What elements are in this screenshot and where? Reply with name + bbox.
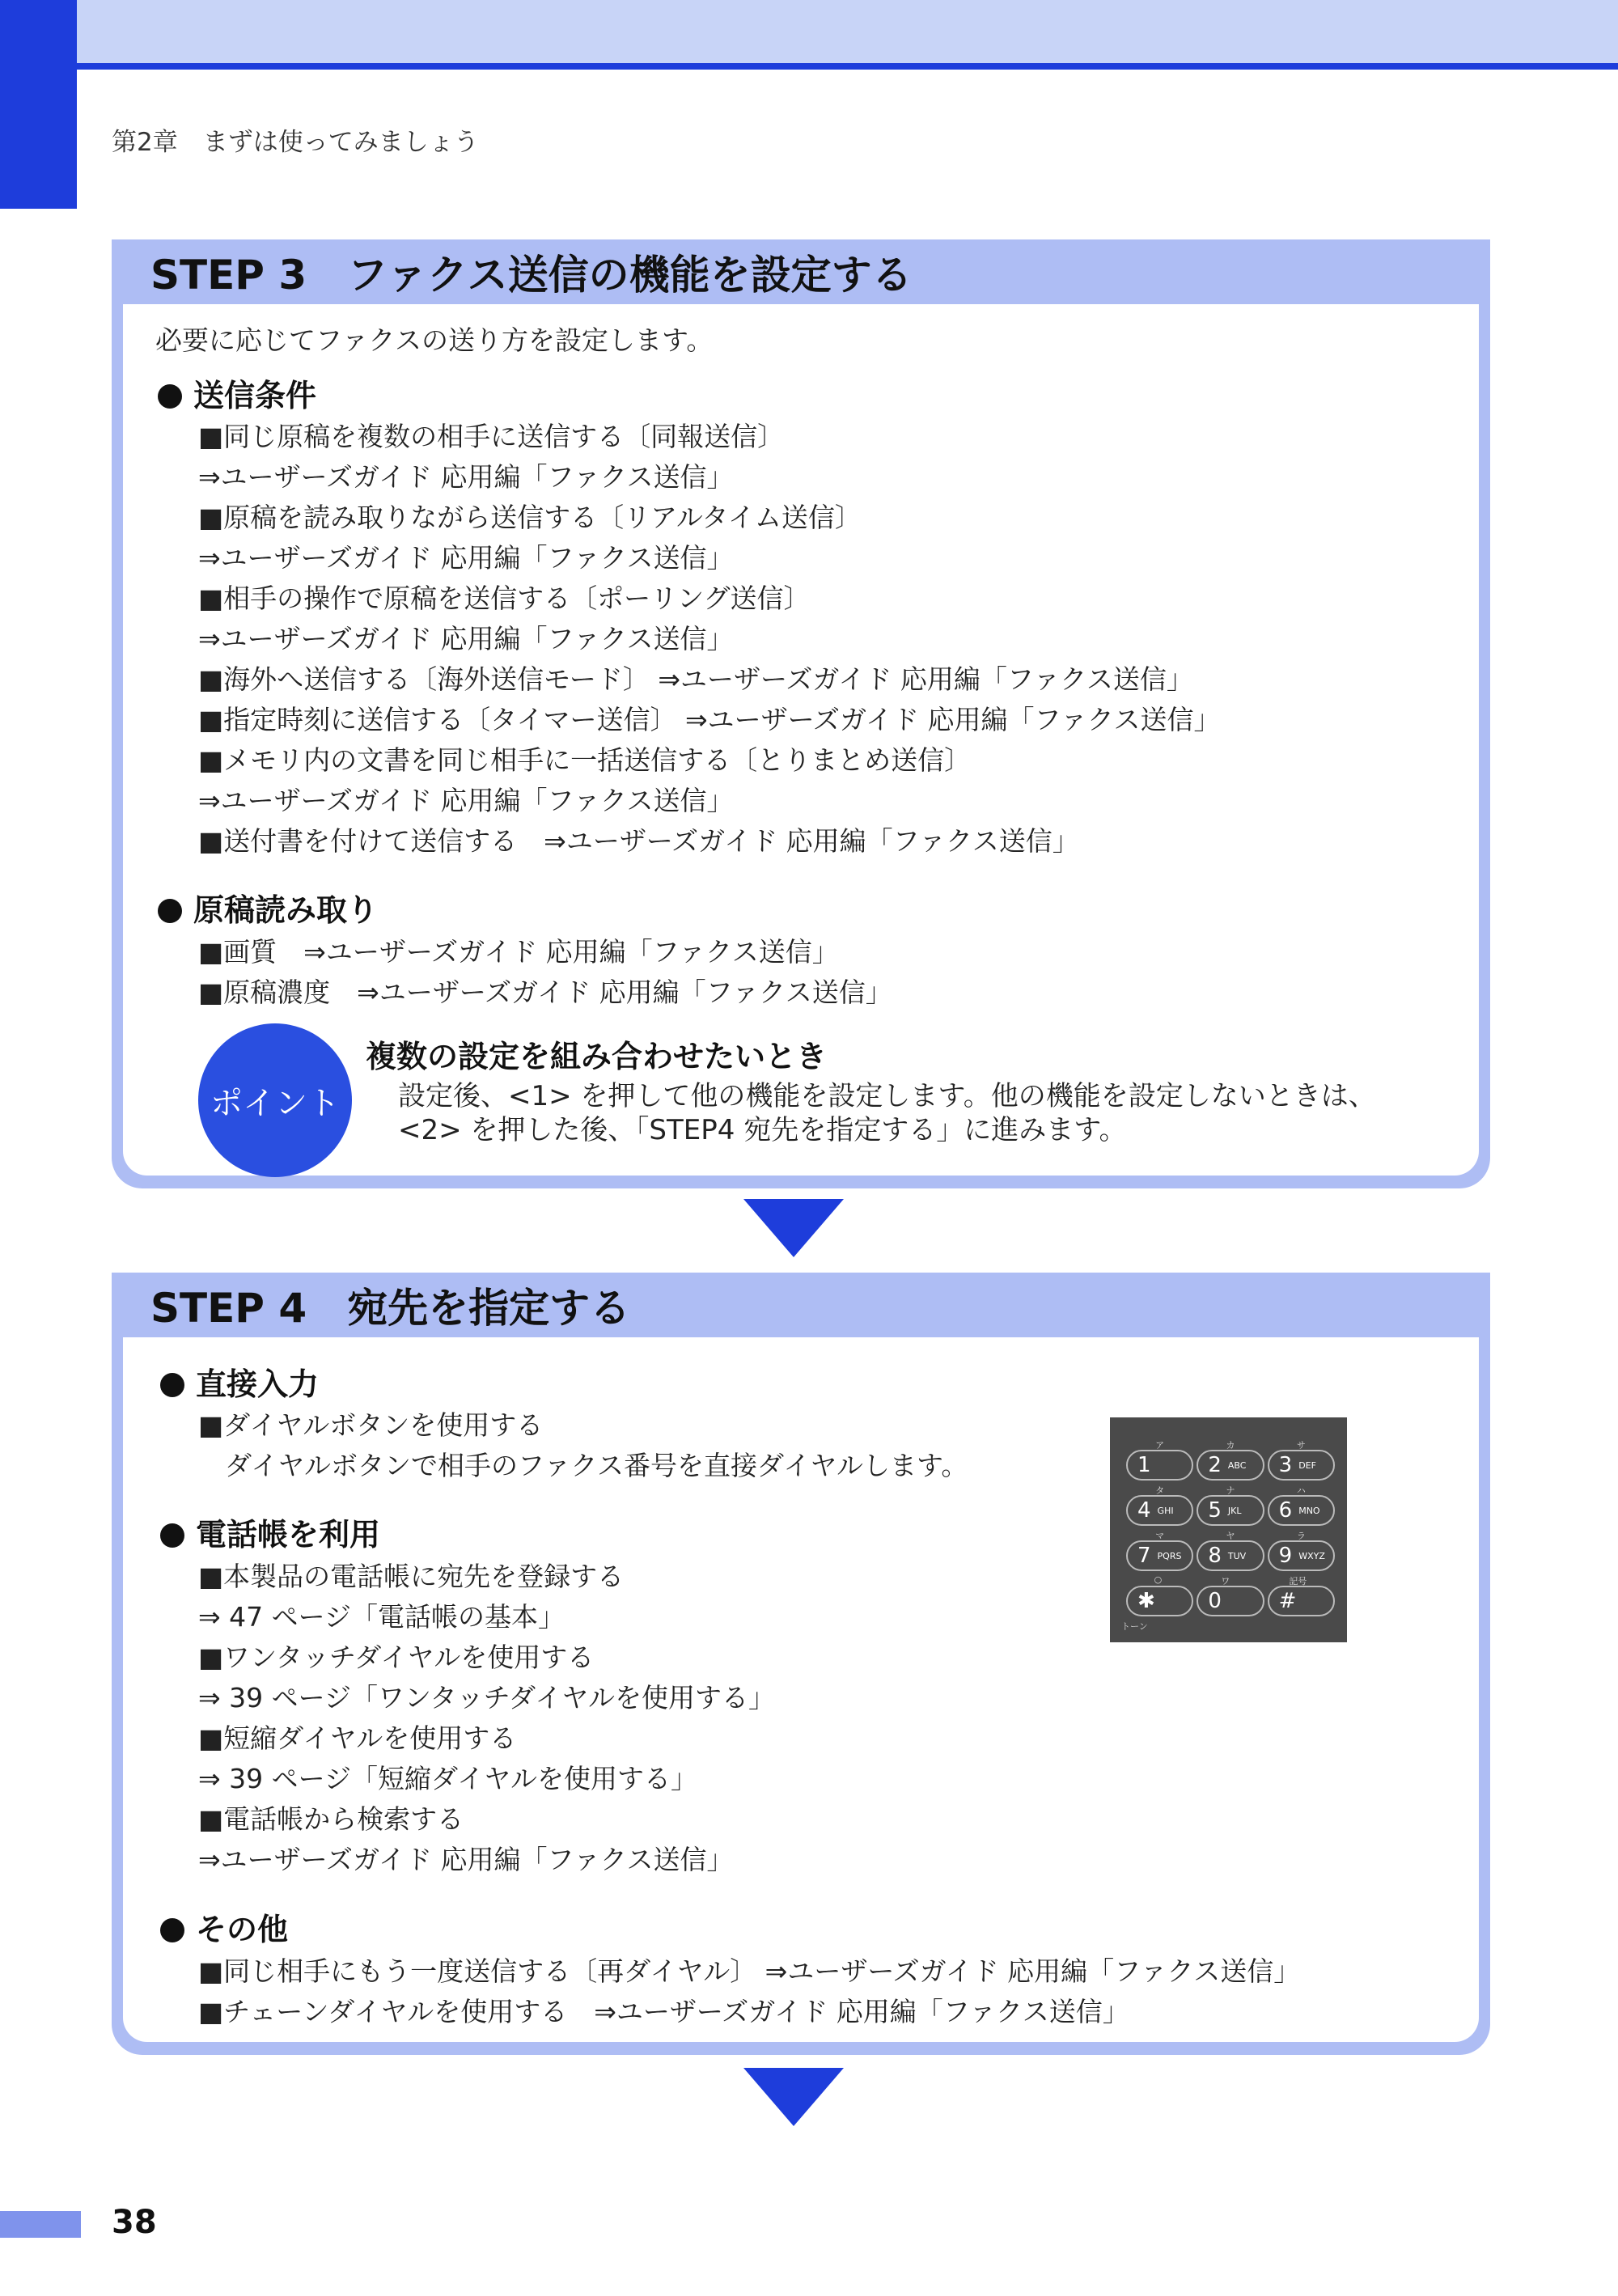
list-item: ■同じ相手にもう一度送信する〔再ダイヤル〕 ⇒ユーザーズガイド 応用編「ファクス送信」 bbox=[198, 1955, 1301, 1987]
key-8: 8 TUV bbox=[1197, 1540, 1264, 1571]
keypad-sublabels: ○ ワ 記号 bbox=[1154, 1574, 1307, 1586]
list-item: ⇒ユーザーズガイド 応用編「ファクス送信」 bbox=[198, 1844, 734, 1875]
keypad-sublabels: マ ヤ ラ bbox=[1155, 1531, 1306, 1541]
keypad-row bbox=[1125, 1495, 1336, 1526]
bullet-icon bbox=[160, 1523, 184, 1548]
header-rule bbox=[0, 63, 1618, 70]
dial-keypad-image bbox=[1110, 1417, 1347, 1642]
chapter-title: 第2章 まずは使ってみましょう bbox=[112, 128, 479, 157]
list-item: ⇒ 39 ページ「短縮ダイヤルを使用する」 bbox=[198, 1763, 697, 1794]
keypad-sublabels: タ ナ ハ bbox=[1155, 1485, 1306, 1496]
list-item: ⇒ 39 ページ「ワンタッチダイヤルを使用する」 bbox=[198, 1682, 776, 1714]
key-4: 4 GHI bbox=[1126, 1495, 1193, 1526]
key-1: 1 bbox=[1126, 1450, 1193, 1481]
step3-section-heading: 送信条件 bbox=[158, 371, 316, 415]
point-text: 設定後、<1> を押して他の機能を設定します。他の機能を設定しないときは、 bbox=[398, 1080, 1376, 1112]
point-text: <2> を押した後、「STEP4 宛先を指定する」に進みます。 bbox=[398, 1114, 1127, 1146]
key-5: 5 JKL bbox=[1197, 1495, 1264, 1526]
list-item: ■チェーンダイヤルを使用する ⇒ユーザーズガイド 応用編「ファクス送信」 bbox=[198, 1996, 1129, 2027]
key-7: 7 PQRS bbox=[1126, 1540, 1193, 1571]
keypad-row bbox=[1125, 1450, 1336, 1481]
list-item: ■画質 ⇒ユーザーズガイド 応用編「ファクス送信」 bbox=[198, 936, 839, 968]
down-arrow-icon bbox=[743, 1199, 844, 1257]
list-item: ⇒ユーザーズガイド 応用編「ファクス送信」 bbox=[198, 461, 734, 493]
key-0: 0 bbox=[1197, 1586, 1264, 1616]
list-item: ■海外へ送信する〔海外送信モード〕 ⇒ユーザーズガイド 応用編「ファクス送信」 bbox=[198, 663, 1193, 695]
list-item: ■短縮ダイヤルを使用する bbox=[198, 1722, 517, 1754]
page-number: 38 bbox=[112, 2204, 157, 2241]
step4-section-heading: その他 bbox=[160, 1904, 288, 1949]
list-item: ⇒ 47 ページ「電話帳の基本」 bbox=[198, 1601, 565, 1633]
step4-title: STEP 4 宛先を指定する bbox=[112, 1273, 1490, 1337]
list-item: ■相手の操作で原稿を送信する〔ポーリング送信〕 bbox=[198, 582, 811, 614]
list-item: ■ワンタッチダイヤルを使用する bbox=[198, 1642, 595, 1673]
point-title: 複数の設定を組み合わせたいとき bbox=[366, 1039, 828, 1074]
list-item: ⇒ユーザーズガイド 応用編「ファクス送信」 bbox=[198, 623, 734, 654]
tone-label: トーン bbox=[1121, 1621, 1148, 1632]
bullet-icon bbox=[158, 384, 182, 409]
list-item: ■指定時刻に送信する〔タイマー送信〕 ⇒ユーザーズガイド 応用編「ファクス送信」 bbox=[198, 704, 1221, 735]
list-item: ⇒ユーザーズガイド 応用編「ファクス送信」 bbox=[198, 542, 734, 574]
point-badge: ポイント bbox=[198, 1023, 352, 1177]
bullet-icon bbox=[160, 1373, 184, 1397]
key-6: 6 MNO bbox=[1268, 1495, 1335, 1526]
key-2: 2 ABC bbox=[1197, 1450, 1264, 1481]
list-item: ■同じ原稿を複数の相手に送信する〔同報送信〕 bbox=[198, 421, 785, 452]
step3-section-heading: 原稿読み取り bbox=[158, 885, 378, 930]
key-star: ✱ bbox=[1126, 1586, 1193, 1616]
footer-bar bbox=[0, 2211, 81, 2238]
list-item: ■本製品の電話帳に宛先を登録する bbox=[198, 1561, 625, 1592]
bullet-icon bbox=[158, 899, 182, 923]
list-item: ダイヤルボタンで相手のファクス番号を直接ダイヤルします。 bbox=[225, 1450, 968, 1481]
step3-intro: 必要に応じてファクスの送り方を設定します。 bbox=[155, 324, 714, 356]
key-hash: # bbox=[1268, 1586, 1335, 1616]
bullet-icon bbox=[160, 1918, 184, 1942]
list-item: ■電話帳から検索する bbox=[198, 1803, 464, 1835]
list-item: ⇒ユーザーズガイド 応用編「ファクス送信」 bbox=[198, 785, 734, 816]
step3-title: STEP 3 ファクス送信の機能を設定する bbox=[112, 239, 1490, 304]
list-item: ■メモリ内の文書を同じ相手に一括送信する〔とりまとめ送信〕 bbox=[198, 744, 972, 776]
down-arrow-icon bbox=[743, 2068, 844, 2126]
header-band bbox=[0, 0, 1618, 65]
key-3: 3 DEF bbox=[1268, 1450, 1335, 1481]
list-item: ■原稿を読み取りながら送信する〔リアルタイム送信〕 bbox=[198, 502, 862, 533]
keypad-row bbox=[1125, 1586, 1336, 1616]
step4-section-heading: 電話帳を利用 bbox=[160, 1510, 380, 1554]
key-9: 9 WXYZ bbox=[1268, 1540, 1335, 1571]
keypad-sublabels: ア カ サ bbox=[1155, 1440, 1306, 1451]
chapter-tab bbox=[0, 0, 77, 209]
list-item: ■送付書を付けて送信する ⇒ユーザーズガイド 応用編「ファクス送信」 bbox=[198, 825, 1079, 857]
step4-section-heading: 直接入力 bbox=[160, 1359, 319, 1404]
list-item: ■原稿濃度 ⇒ユーザーズガイド 応用編「ファクス送信」 bbox=[198, 976, 892, 1008]
list-item: ■ダイヤルボタンを使用する bbox=[198, 1409, 544, 1441]
keypad-row bbox=[1125, 1540, 1336, 1571]
